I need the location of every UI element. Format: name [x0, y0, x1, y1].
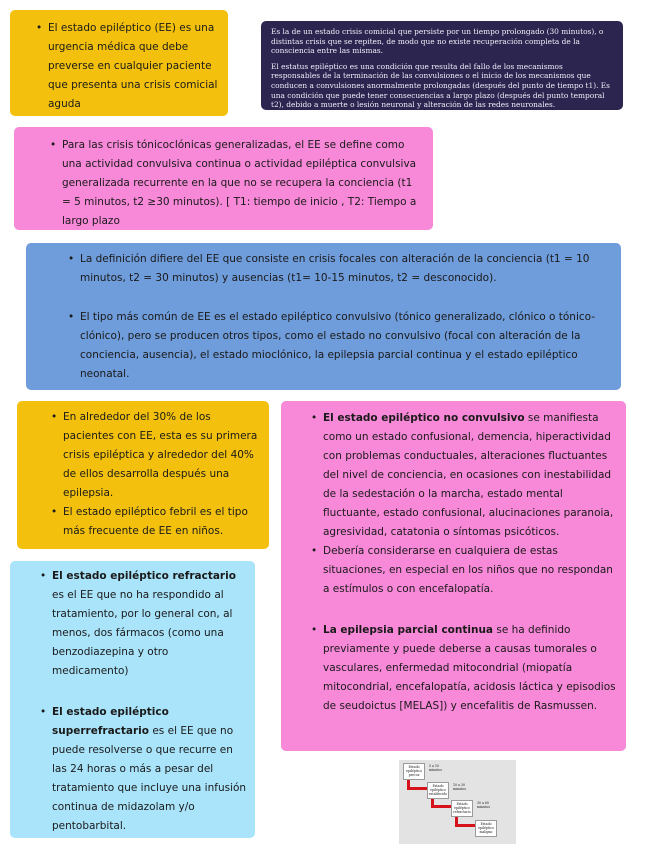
stage-arrow-3	[455, 824, 475, 827]
note-refractory	[10, 561, 255, 838]
definition-paragraph-1: Es la de un estado crisis comicial que persiste por un tiempo prolongado (30 minutos), o distintas crisis que se repiten, de modo que no existe recuperación completa de la consciencia entre las mismas.	[271, 27, 604, 56]
note-epidemiology	[17, 401, 269, 549]
note-refractory-item-2	[52, 703, 247, 836]
stage-established-time: 10 a 30 minutos	[453, 783, 466, 791]
note-emergency	[10, 10, 228, 116]
note-epidemiology-item-2: • El estado epiléptico febril es el tipo más frecuente de EE en niños.	[63, 503, 261, 541]
partial-continua-term: La epilepsia parcial continua	[323, 624, 494, 636]
note-definitions	[26, 243, 621, 390]
stage-refractory-time: 30 a 60 minutos	[477, 801, 490, 809]
nonconvulsive-description: se manifiesta como un estado confusional, demencia, hiperactividad con problemas conductuales, alteraciones fluctuantes del nivel de conciencia, en ocasiones con inestabilidad de la sedestación o la marcha, estado mental fluctuante, estado confusional, alucinaciones paranoia, agresividad, catatonia o síntomas psicóticos.	[323, 412, 614, 538]
note-emergency-text: • El estado epiléptico (EE) es una urgencia médica que debe preverse en cualquier paciente que presenta una crisis comicial aguda	[48, 19, 218, 114]
refractory-term: El estado epiléptico refractario	[52, 570, 236, 582]
stage-refractory-box: Estado epiléptico refractario	[451, 800, 473, 817]
definition-box	[261, 21, 623, 110]
superrefractory-description: es el EE que no puede resolverse o que recurre en las 24 horas o más a pesar del tratamiento que incluye una infusión continua de midazolam y/o pentobarbital.	[52, 725, 247, 832]
stage-established-box: Estado epiléptico establecido	[427, 782, 449, 799]
superrefractory-term: El estado epiléptico superrefractario	[52, 706, 169, 737]
note-nonconvulsive	[281, 401, 626, 751]
note-refractory-item-1	[52, 567, 247, 681]
note-epidemiology-item-1: • En alrededor del 30% de los pacientes con EE, esta es su primera crisis epiléptica y alrededor del 40% de ellos desarrolla después una epilepsia.	[63, 408, 261, 503]
definition-paragraph-2: El estatus epiléptico es una condición que resulta del fallo de los mecanismos responsables de la terminación de las convulsiones o el inicio de los mecanismos que conducen a convulsiones anormalmente prolongadas (después del punto de tiempo t1). Es una condición que puede tener consecuencias a largo plazo (después del punto temporal t2), debido a muerte o lesión neuronal y alteración de las redes neuronales.	[271, 61, 610, 110]
note-definitions-item-2: • El tipo más común de EE es el estado epiléptico convulsivo (tónico generalizado, clónico o tónico-clónico), pero se producen otros tipos, como el estado no convulsivo (focal con alteración de la conciencia, ausencia), el estado mioclónico, la epilepsia parcial continua y el estado epiléptico neonatal.	[80, 308, 611, 384]
note-definitions-item-1: • La definición difiere del EE que consiste en crisis focales con alteración de la conciencia (t1 = 10 minutos, t2 = 30 minutos) y ausencias (t1= 10-15 minutos, t2 = desconocido).	[80, 250, 611, 288]
partial-continua-description: se ha definido previamente y puede deberse a causas tumorales o vasculares, enfermedad mitocondrial (miopatía mitocondrial, encefalopatía, acidosis láctica y episodios de seudoictus [MELAS]) y encefalitis de Rasmussen.	[323, 624, 616, 712]
nonconvulsive-term: El estado epiléptico no convulsivo	[323, 412, 525, 424]
stage-malignant-box: Estado epiléptico maligno	[475, 820, 497, 837]
note-nonconvulsive-item-2: • Debería considerarse en cualquiera de estas situaciones, en especial en los niños que no respondan a estímulos o con encefalopatía.	[323, 542, 616, 599]
refractory-description: es el EE que no ha respondido al tratamiento, por lo general con, al menos, dos fármacos (como una benzodiazepina y otro medicamento)	[52, 589, 233, 677]
status-epilepticus-stages-diagram	[399, 760, 516, 844]
stage-early-box: Estado epiléptico precoz	[403, 763, 425, 780]
note-nonconvulsive-item-1	[323, 409, 616, 542]
stage-arrow-1	[407, 787, 427, 790]
note-tonic-clonic-text: • Para las crisis tónicoclónicas generalizadas, el EE se define como una actividad convulsiva continua o actividad epiléptica convulsiva generalizada recurrente en la que no se recupera la conciencia (t1 = 5 minutos, t2 ≥30 minutos). [ T1: tiempo de inicio , T2: Tiempo a largo plazo	[62, 136, 419, 231]
note-tonic-clonic	[14, 127, 433, 230]
note-nonconvulsive-item-3	[323, 621, 616, 716]
stage-arrow-2	[431, 805, 451, 808]
stage-early-time: 5 a 10 minutos	[429, 764, 442, 772]
